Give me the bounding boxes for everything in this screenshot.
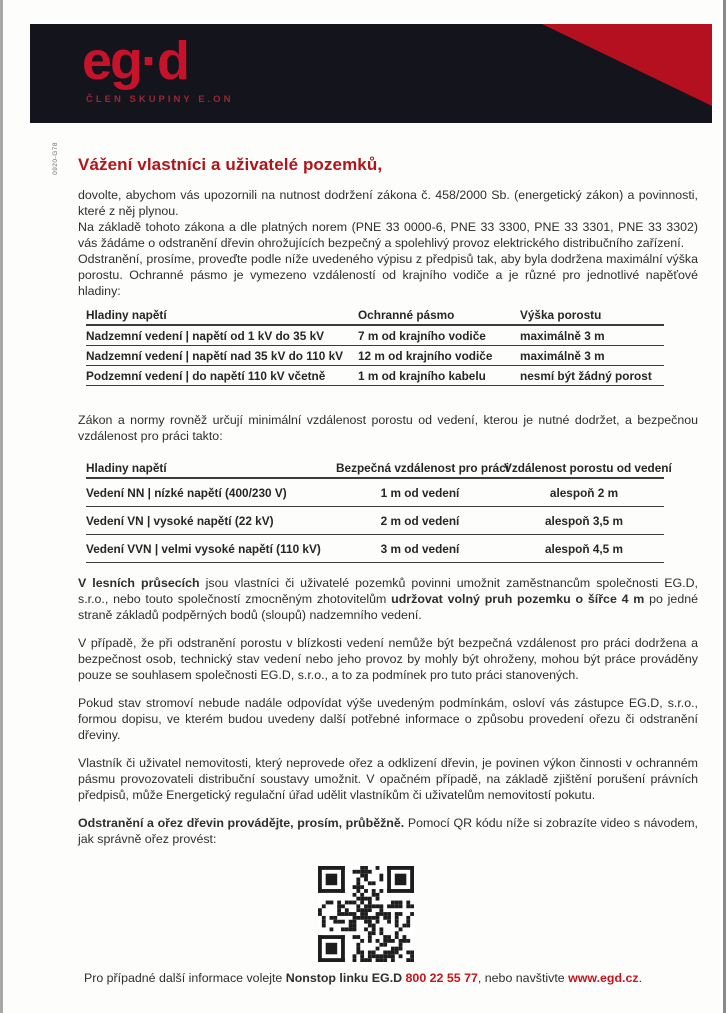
column-header: Ochranné pásmo: [358, 305, 520, 325]
table-row: Vedení VVN | velmi vysoké napětí (110 kV) 3 m od vedení alespoň 4,5 m: [86, 535, 664, 563]
body-paragraph: Pokud stav stromoví nebude nadále odpovídat výše uvedeným podmínkám, osloví vás zástupce EG.D, s.r.o., formou dopisu, ve kterém budou uvedeny další potřebné informace o způsobu provedení ořezu či odstranění dřeviny.: [78, 696, 698, 742]
banner-red-triangle-decoration: [542, 24, 712, 106]
column-header: Výška porostu: [520, 305, 664, 325]
table-header-row: [86, 305, 664, 325]
intro-paragraph: Na základě tohoto zákona a dle platných norem (PNE 33 0000-6, PNE 33 3300, PNE 33 3301, PNE 33 3302) vás žádáme o odstranění dřevin ohrožujících bezpečný a spolehlivý provoz elektrického distribučního zařízení.: [78, 220, 698, 250]
qr-code: [318, 866, 414, 962]
intro-paragraph: dovolte, abychom vás upozornili na nutnost dodržení zákona č. 458/2000 Sb. (energetický zákon) a povinnosti, které z něj plynou.: [78, 188, 698, 218]
safe-distance-table: [86, 458, 672, 563]
eon-group-tagline: ČLEN SKUPINY E.ON: [86, 94, 234, 105]
intro-paragraphs: [78, 187, 698, 299]
form-code-vertical: 0920-G78: [52, 142, 59, 175]
table-row: Nadzemní vedení | napětí od 1 kV do 35 kV 7 m od krajního vodiče maximálně 3 m: [86, 325, 664, 346]
column-header: Hladiny napětí: [86, 305, 358, 325]
body-paragraph: Odstranění a ořez dřevin provádějte, prosím, průběžně. Pomocí QR kódu níže si zobrazíte video s návodem, jak správně ořez provést:: [78, 816, 698, 846]
scan-edge-left: [0, 0, 3, 1013]
footer-contact-line: Pro případné další informace volejte Nonstop linku EG.D 800 22 55 77, nebo navštivte www.egd.cz.: [83, 971, 643, 985]
table-row: Podzemní vedení | do napětí 110 kV včetně 1 m od krajního kabelu nesmí být žádný porost: [86, 366, 664, 386]
body-paragraph: V lesních průsecích jsou vlastníci či uživatelé pozemků povinni umožnit zaměstnancům společnosti EG.D, s.r.o., nebo touto společností zmocněným zhotovitelům udržovat volný pruh pozemku o šířce 4 m po jedné straně základů podpěrných bodů (sloupů) nadzemního vedení.: [78, 576, 698, 622]
column-header: Bezpečná vzdálenost pro práci: [336, 458, 504, 478]
letter-title: Vážení vlastníci a uživatelé pozemků,: [78, 155, 383, 174]
mid-paragraph: Zákon a normy rovněž určují minimální vzdálenost porostu od vedení, kterou je nutné dodržet, a bezpečnou vzdálenost pro práci takto:: [78, 413, 698, 443]
egd-logo: eg·d: [82, 31, 188, 91]
brand-banner: [30, 24, 712, 123]
letter-body: [78, 155, 698, 847]
body-paragraph: Vlastník či uživatel nemovitosti, který neprovede ořez a odklizení dřevin, je povinen výkon činnosti v ochranném pásmu provozovateli distribuční soustavy umožnit. V opačném případě, na základě zjištění porušení právních předpisů, může Energetický regulační úřad udělit vlastníkům či uživatelům nemovitostí pokutu.: [78, 756, 698, 802]
table-row: Nadzemní vedení | napětí nad 35 kV do 110 kV 12 m od krajního vodiče maximálně 3 m: [86, 346, 664, 366]
column-header: Hladiny napětí: [86, 458, 336, 478]
table-header-row: [86, 458, 664, 478]
column-header: Vzdálenost porostu od vedení: [504, 458, 664, 478]
table-row: Vedení NN | nízké napětí (400/230 V) 1 m od vedení alespoň 2 m: [86, 478, 664, 507]
table-row: Vedení VN | vysoké napětí (22 kV) 2 m od vedení alespoň 3,5 m: [86, 507, 664, 535]
body-paragraph: V případě, že při odstranění porostu v blízkosti vedení nemůže být bezpečná vzdálenost pro práci dodržena a bezpečnost osob, technický stav vedení nebo jeho provoz by mohly být ohroženy, mohou být práce prováděny pouze se souhlasem společnosti EG.D, s.r.o., a to za podmínek pro tuto práci stanovených.: [78, 636, 698, 682]
intro-paragraph: Odstranění, prosíme, proveďte podle níže uvedeného výpisu z předpisů tak, aby byla dodržena maximální výška porostu. Ochranné pásmo je vymezeno vzdáleností od krajního vodiče a je různé pro jednotlivé napěťové hladiny:: [78, 252, 698, 298]
protection-zone-table: [86, 305, 664, 386]
